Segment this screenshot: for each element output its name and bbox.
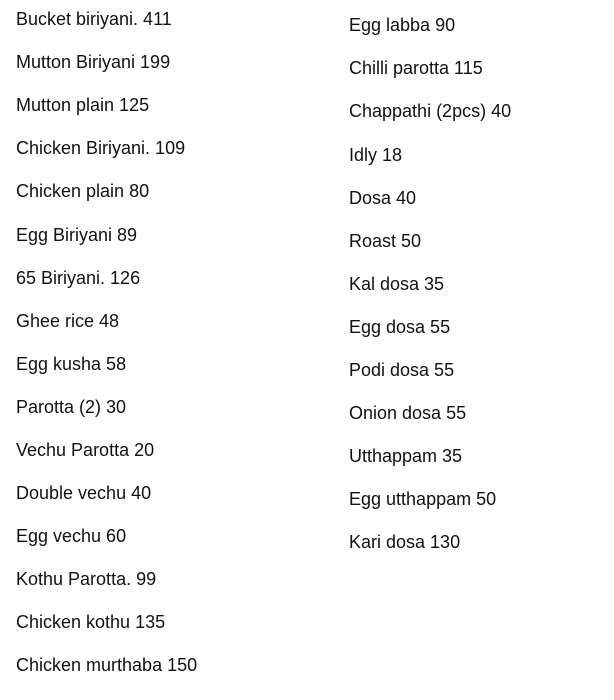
menu-item: Kothu Parotta. 99 xyxy=(16,569,157,589)
menu-item: Egg labba 90 xyxy=(349,15,456,35)
menu-item: Utthappam 35 xyxy=(349,446,463,466)
menu-item: Egg vechu 60 xyxy=(16,526,127,546)
menu-item: Kal dosa 35 xyxy=(349,274,445,294)
menu-item: Podi dosa 55 xyxy=(349,360,455,380)
menu-item: Idly 18 xyxy=(349,145,403,165)
menu-item: Onion dosa 55 xyxy=(349,403,467,423)
menu-item: Egg utthappam 50 xyxy=(349,489,497,509)
menu-item: Chilli parotta 115 xyxy=(349,58,483,78)
menu-item: Mutton Biriyani 199 xyxy=(16,52,171,72)
menu-item: Ghee rice 48 xyxy=(16,311,120,331)
menu-item: Roast 50 xyxy=(349,231,422,251)
menu-item: Dosa 40 xyxy=(349,188,417,208)
menu-item: 65 Biriyani. 126 xyxy=(16,268,141,288)
menu-item: Mutton plain 125 xyxy=(16,95,150,115)
menu-item: Parotta (2) 30 xyxy=(16,397,127,417)
menu-item: Double vechu 40 xyxy=(16,483,152,503)
menu-item: Chicken plain 80 xyxy=(16,181,150,201)
menu-item: Vechu Parotta 20 xyxy=(16,440,155,460)
menu-item: Egg kusha 58 xyxy=(16,354,127,374)
menu-item: Egg dosa 55 xyxy=(349,317,451,337)
menu-item: Chicken kothu 135 xyxy=(16,612,166,632)
menu-item: Chappathi (2pcs) 40 xyxy=(349,101,512,121)
menu-item: Egg Biriyani 89 xyxy=(16,225,138,245)
menu-item: Chicken Biriyani. 109 xyxy=(16,138,186,158)
menu-item: Kari dosa 130 xyxy=(349,532,461,552)
menu-item: Chicken murthaba 150 xyxy=(16,655,198,675)
menu-item: Bucket biriyani. 411 xyxy=(16,9,172,29)
